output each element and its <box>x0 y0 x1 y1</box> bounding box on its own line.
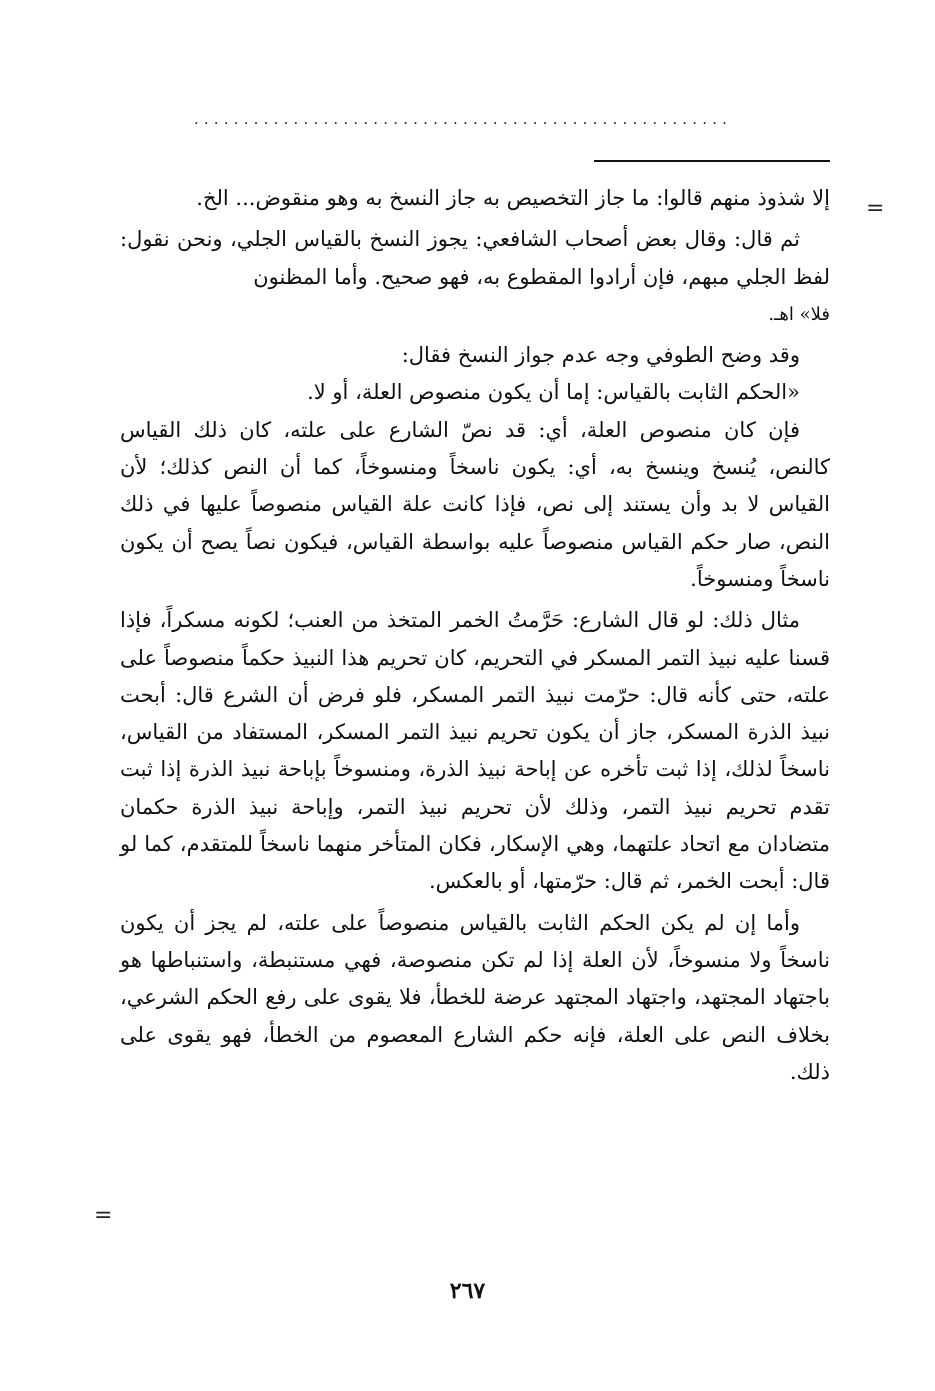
page-number: ٢٦٧ <box>449 1278 486 1304</box>
paragraph-4: وقد وضح الطوفي وجه عدم جواز النسخ فقال: <box>401 343 800 368</box>
paragraph-7: مثال ذلك: لو قال الشارع: حَرَّمتُ الخمر المتخذ من العنب؛ لكونه مسكراً، فإذا قسنا عليه نبيذ التمر المسكر في التحريم، كان تحريم هذا النبيذ حكماً منصوصاً على علته، حتى كأنه قال: حرّمت نبيذ التمر المسكر، فلو فرض أن الشرع قال: أبحت نبيذ الذرة المسكر، جاز أن يكون تحريم نبيذ التمر المسكر، المستفاد من القياس، ناسخاً لذلك، إذا ثبت تأخره عن إباحة نبيذ الذرة، ومنسوخاً بإباحة نبيذ الذرة إذا ثبت تقدم تحريم نبيذ التمر، وذلك لأن تحريم نبيذ التمر، وإباحة نبيذ الذرة حكمان متضادان مع اتحاد علتهما، وهي الإسكار، فكان المتأخر منهما ناسخاً للمتقدم، كما لو قال: أبحت الخمر، ثم قال: حرّمتها، أو بالعكس. <box>120 608 830 894</box>
paragraph-6: فإن كان منصوص العلة، أي: قد نصّ الشارع على علته، كان ذلك القياس كالنص، يُنسخ وينسخ به، أي: يكون ناسخاً ومنسوخاً، كما أن النص كذلك؛ لأن القياس لا بد وأن يستند إلى نص، فإذا كانت علة القياس منصوصاً عليها في ذلك النص، صار حكم القياس منصوصاً عليه بواسطة القياس، فيكون نصاً يصح أن يكون ناسخاً ومنسوخاً. <box>120 417 830 591</box>
margin-mark-bottom: = <box>94 1203 113 1228</box>
paragraph-8: وأما إن لم يكن الحكم الثابت بالقياس منصوصاً على علته، لم يجز أن يكون ناسخاً ولا منسوخاً، لأن العلة إذا لم تكن منصوصة، فهي مستنبطة، واستنباطها هو باجتهاد المجتهد، واجتهاد المجتهد عرضة للخطأ، فلا يقوى على رفع الحكم الشرعي، بخلاف النص على العلة، فإنه حكم الشارع المعصوم من الخطأ، فهو يقوى على ذلك. <box>120 910 830 1084</box>
paragraph-1: إلا شذوذ منهم قالوا: ما جاز التخصيص به جاز النسخ به وهو منقوض... الخ. <box>196 186 830 210</box>
footnote-separator-rule <box>594 160 830 162</box>
paragraph-3: فلا» اهـ. <box>768 303 830 325</box>
page-body <box>120 180 830 1091</box>
margin-mark-top: = <box>866 196 885 221</box>
paragraph-5: «الحكم الثابت بالقياس: إما أن يكون منصوص العلة، أو لا. <box>307 380 800 405</box>
paragraph-2: ثم قال: وقال بعض أصحاب الشافعي: يجوز النسخ بالقياس الجلي، ونحن نقول: لفظ الجلي مبهم، فإن أرادوا المقطوع به، فهو صحيح. وأما المظنون <box>120 227 830 289</box>
header-dotted-line: ...................................................... <box>193 110 733 128</box>
